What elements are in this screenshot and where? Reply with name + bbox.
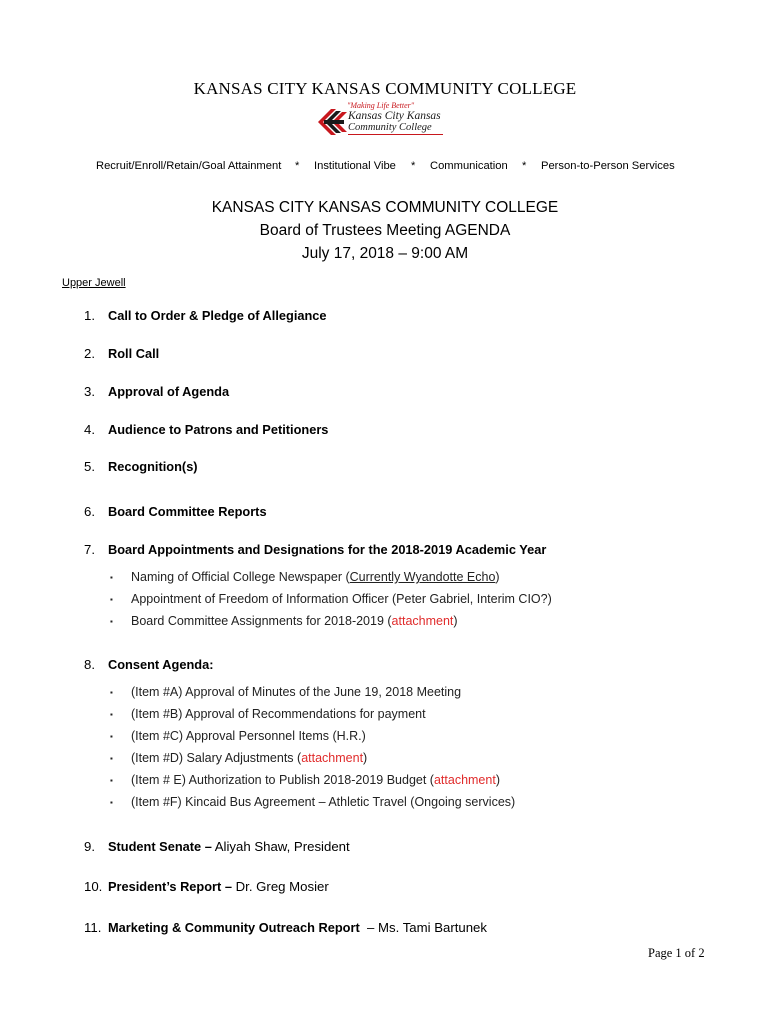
item-label: Roll Call (108, 346, 160, 361)
bullet-icon: ▪ (110, 710, 113, 720)
sub-item-text-end: ) (363, 751, 368, 765)
college-logo (318, 101, 452, 137)
item-label: Student Senate – (108, 839, 212, 854)
agenda-item (84, 657, 213, 672)
logo-line-1: Kansas City Kansas (348, 110, 441, 122)
sub-item-text-end: ) (495, 570, 500, 584)
kck-logo-mark-icon (318, 109, 348, 135)
sub-item (110, 570, 500, 584)
item-number: 3. (84, 384, 95, 399)
sub-item (110, 614, 458, 628)
page-number: Page 1 of 2 (648, 946, 705, 960)
sub-item (110, 795, 515, 809)
attachment-link[interactable]: attachment (391, 614, 454, 628)
sub-item-text: (Item #D) Salary Adjustments ( (131, 751, 302, 765)
agenda-item (84, 422, 328, 437)
sub-item (110, 707, 426, 721)
bullet-icon: ▪ (110, 754, 113, 764)
item-label: Board Committee Reports (108, 504, 267, 519)
agenda-heading-date: July 17, 2018 – 9:00 AM (301, 245, 469, 262)
sub-item-text: (Item #C) Approval Personnel Items (H.R.) (131, 729, 366, 743)
sub-item-text: (Item #B) Approval of Recommendations for payment (131, 707, 426, 721)
value-person-to-person: Person-to-Person Services (541, 160, 675, 172)
value-separator: * (295, 160, 300, 172)
logo-underline (348, 134, 443, 135)
value-communication: Communication (430, 160, 508, 172)
agenda-item (84, 879, 329, 894)
item-number: 5. (84, 459, 95, 474)
item-label: Consent Agenda: (108, 657, 214, 672)
value-recruit: Recruit/Enroll/Retain/Goal Attainment (96, 160, 282, 172)
item-number: 1. (84, 308, 95, 323)
item-number: 8. (84, 657, 95, 672)
item-label: Marketing & Community Outreach Report (108, 920, 360, 935)
agenda-heading-meeting: Board of Trustees Meeting AGENDA (259, 222, 511, 239)
bullet-icon: ▪ (110, 798, 113, 808)
item-label: Audience to Patrons and Petitioners (108, 422, 329, 437)
item-label: Board Appointments and Designations for the 2018-2019 Academic Year (108, 542, 547, 557)
value-institutional-vibe: Institutional Vibe (314, 160, 396, 172)
sub-item (110, 773, 500, 787)
sub-item-text: Board Committee Assignments for 2018-2019 ( (131, 614, 392, 628)
item-number: 11. (84, 920, 102, 935)
bullet-icon: ▪ (110, 776, 113, 786)
agenda-item (84, 504, 267, 519)
sub-item-text: Appointment of Freedom of Information Officer (Peter Gabriel, Interim CIO?) (131, 592, 552, 606)
item-detail: Aliyah Shaw, President (214, 839, 350, 854)
sub-item (110, 685, 461, 699)
agenda-item (84, 346, 159, 361)
sub-item (110, 729, 366, 743)
agenda-item (84, 308, 327, 323)
bullet-icon: ▪ (110, 595, 113, 605)
item-number: 2. (84, 346, 95, 361)
item-number: 7. (84, 542, 95, 557)
item-detail: Dr. Greg Mosier (235, 879, 329, 894)
item-number: 10. (84, 879, 103, 894)
agenda-item (84, 920, 487, 935)
college-title: KANSAS CITY KANSAS COMMUNITY COLLEGE (193, 79, 577, 98)
bullet-icon: ▪ (110, 617, 113, 627)
meeting-location: Upper Jewell (62, 277, 126, 289)
item-label: Call to Order & Pledge of Allegiance (108, 308, 327, 323)
sub-item-text: Naming of Official College Newspaper ( (131, 570, 350, 584)
item-detail: – Ms. Tami Bartunek (367, 920, 487, 935)
agenda-item (84, 542, 546, 557)
sub-item (110, 592, 552, 606)
attachment-link[interactable]: attachment (433, 773, 496, 787)
sub-item-text: (Item #F) Kincaid Bus Agreement – Athletic Travel (Ongoing services) (131, 795, 516, 809)
item-label: Recognition(s) (108, 459, 198, 474)
sub-item-text-end: ) (453, 614, 458, 628)
agenda-item (84, 459, 198, 474)
bullet-icon: ▪ (110, 573, 113, 583)
item-label: President’s Report – (108, 879, 232, 894)
sub-item-text: (Item # E) Authorization to Publish 2018-2019 Budget ( (131, 773, 434, 787)
value-separator: * (411, 160, 416, 172)
item-number: 6. (84, 504, 95, 519)
sub-item-text-end: ) (495, 773, 500, 787)
agenda-item (84, 384, 229, 399)
bullet-icon: ▪ (110, 688, 113, 698)
agenda-heading-college: KANSAS CITY KANSAS COMMUNITY COLLEGE (211, 199, 559, 216)
sub-item-text: (Item #A) Approval of Minutes of the June 19, 2018 Meeting (131, 685, 462, 699)
bullet-icon: ▪ (110, 732, 113, 742)
attachment-link[interactable]: attachment (301, 751, 364, 765)
item-label: Approval of Agenda (108, 384, 230, 399)
logo-tagline: "Making Life Better" (347, 101, 415, 110)
newspaper-link[interactable]: Currently Wyandotte Echo (349, 570, 496, 584)
agenda-item (84, 839, 350, 854)
item-number: 4. (84, 422, 95, 437)
sub-item (110, 751, 367, 765)
logo-line-2: Community College (348, 122, 432, 133)
value-separator: * (522, 160, 527, 172)
item-number: 9. (84, 839, 95, 854)
